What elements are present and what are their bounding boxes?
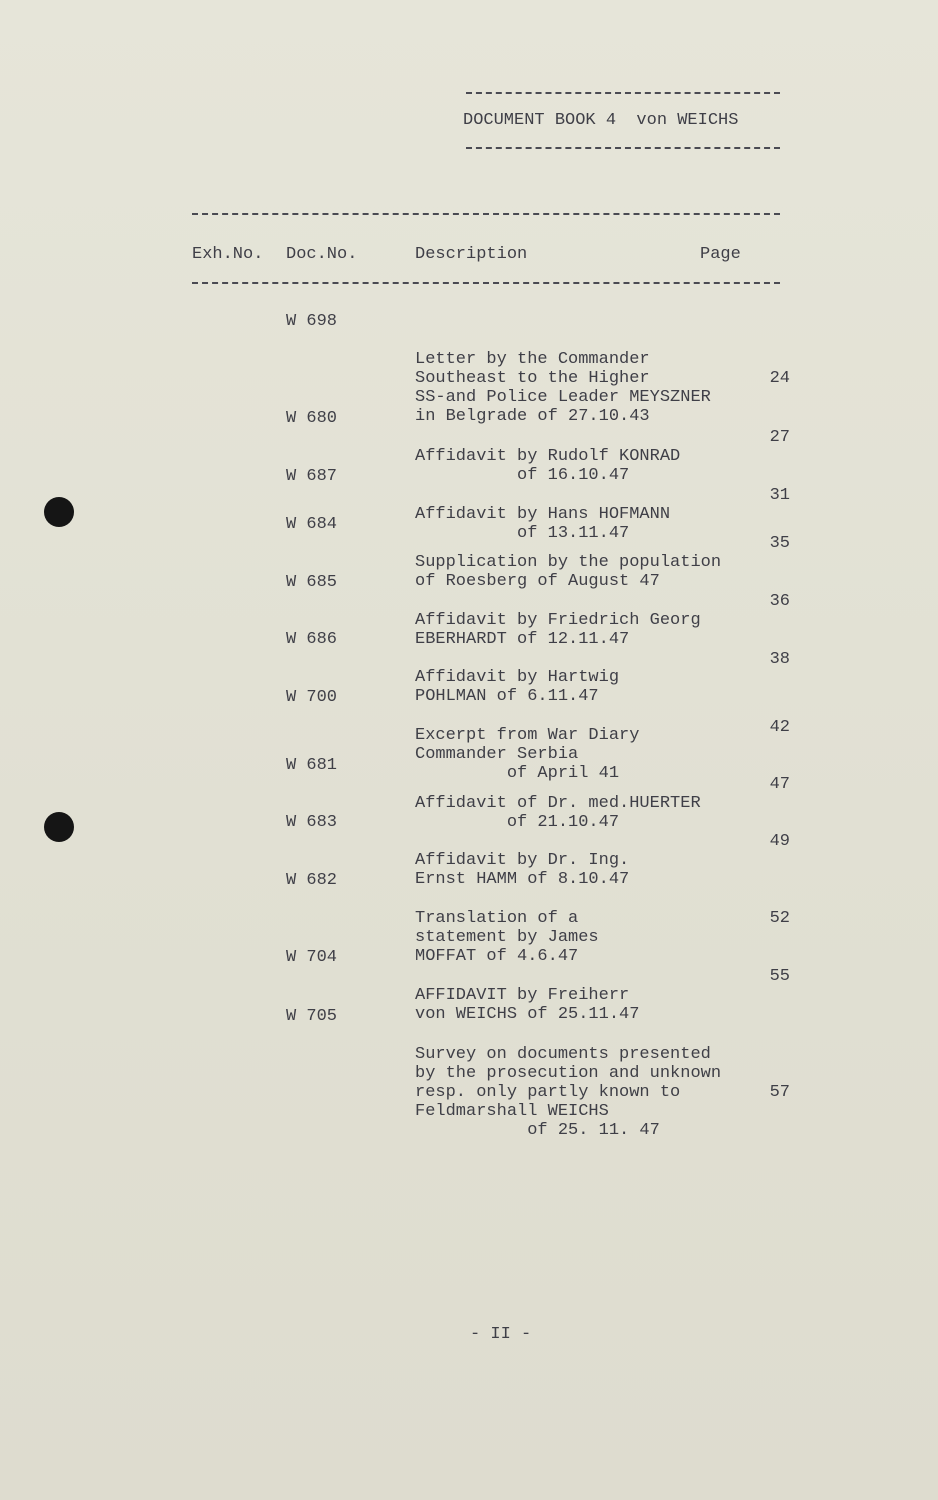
page-number: 49: [769, 832, 790, 851]
doc-number: W 680: [286, 409, 338, 428]
page-number: 24: [769, 369, 790, 388]
table-rule-top: [192, 213, 780, 215]
page-number: 52: [769, 909, 790, 928]
column-header-doc-no: Doc.No.: [286, 245, 358, 264]
column-header-page: Page: [700, 245, 741, 264]
description: Excerpt from War Diary Commander Serbia of April 41: [415, 726, 640, 783]
page-number: 31: [769, 486, 790, 505]
doc-number: W 686: [286, 630, 338, 649]
page-number: 55: [769, 967, 790, 986]
page-number: 57: [769, 1083, 790, 1102]
description: Affidavit by Hartwig POHLMAN of 6.11.47: [415, 668, 620, 706]
page-number: 27: [769, 428, 790, 447]
header-rule-top: [466, 92, 780, 94]
column-header-exh-no: Exh.No.: [192, 245, 264, 264]
table-rule-bottom: [192, 282, 780, 284]
page-footer-number: - II -: [470, 1325, 532, 1344]
doc-number: W 681: [286, 756, 338, 775]
page-number: 42: [769, 718, 790, 737]
description: Survey on documents presented by the prosecution and unknown resp. only partly known to Feldmarshall WEICHS of 25. 11. 47: [415, 1045, 722, 1140]
page-number: 35: [769, 534, 790, 553]
doc-number: W 698: [286, 312, 338, 331]
punch-hole-bottom: [44, 812, 74, 842]
description: AFFIDAVIT by Freiherr von WEICHS of 25.11.47: [415, 986, 640, 1024]
document-title: DOCUMENT BOOK 4 von WEICHS: [463, 111, 739, 130]
doc-number: W 685: [286, 573, 338, 592]
description: Affidavit by Hans HOFMANN of 13.11.47: [415, 505, 671, 543]
doc-number: W 705: [286, 1007, 338, 1026]
description: Supplication by the population of Roesberg of August 47: [415, 553, 722, 591]
doc-number: W 682: [286, 871, 338, 890]
description: Affidavit by Dr. Ing. Ernst HAMM of 8.10.47: [415, 851, 630, 889]
description: Affidavit of Dr. med.HUERTER of 21.10.47: [415, 794, 701, 832]
header-rule-bottom: [466, 147, 780, 149]
doc-number: W 700: [286, 688, 338, 707]
doc-number: W 684: [286, 515, 338, 534]
column-header-description: Description: [415, 245, 528, 264]
description: Affidavit by Friedrich Georg EBERHARDT of 12.11.47: [415, 611, 701, 649]
page-number: 38: [769, 650, 790, 669]
description: Letter by the Commander Southeast to the Higher SS-and Police Leader MEYSZNER in Belgrade of 27.10.43: [415, 350, 711, 426]
punch-hole-top: [44, 497, 74, 527]
description: Affidavit by Rudolf KONRAD of 16.10.47: [415, 447, 681, 485]
page-number: 36: [769, 592, 790, 611]
doc-number: W 704: [286, 948, 338, 967]
doc-number: W 683: [286, 813, 338, 832]
doc-number: W 687: [286, 467, 338, 486]
description: Translation of a statement by James MOFFAT of 4.6.47: [415, 909, 599, 966]
page-number: 47: [769, 775, 790, 794]
